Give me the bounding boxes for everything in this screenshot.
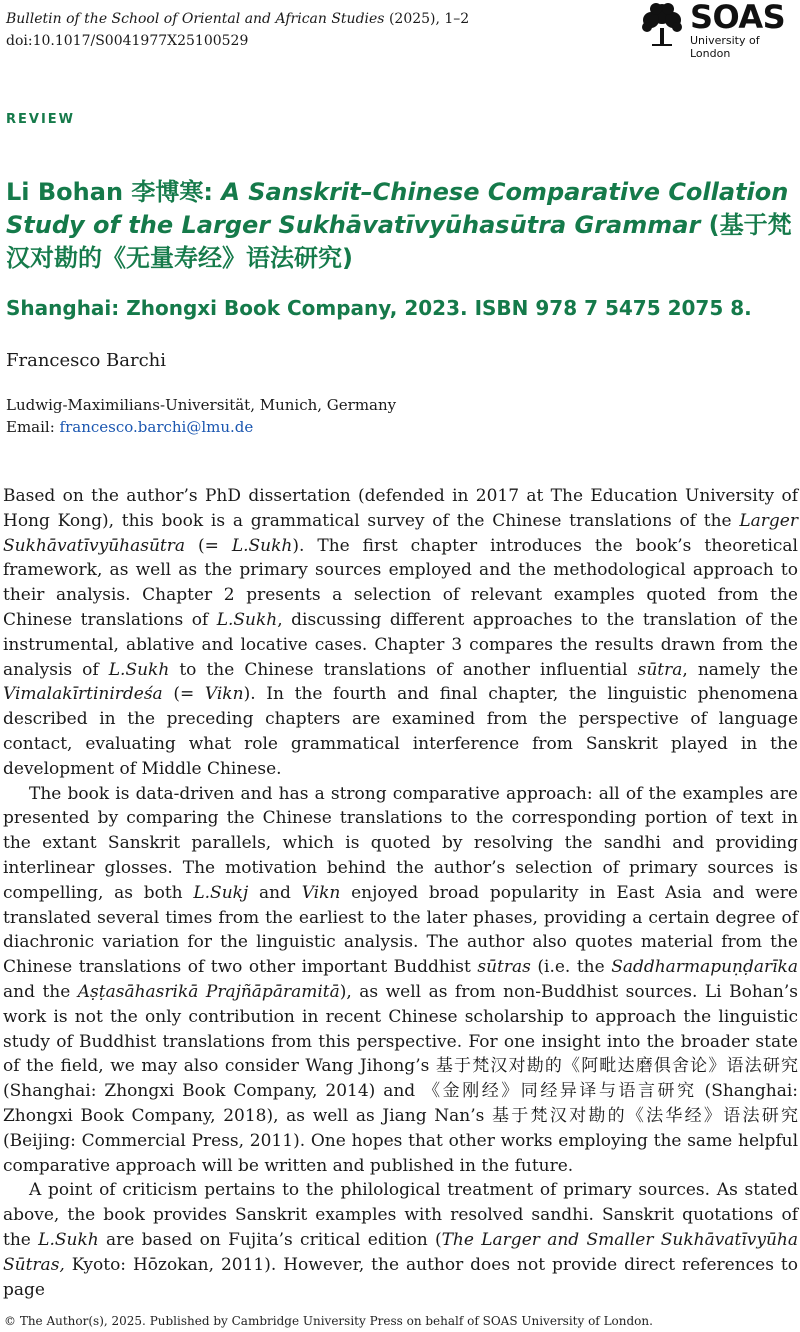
paragraph-2: The book is data-driven and has a strong comparative approach: all of the examples are presented by comparing the Chinese translations to the corresponding portion of text in the extant Sanskrit parallels, which is quoted by resolving the sandhi and providing interlinear glosses. The motivation behind the author’s selection of primary sources is compelling, as both L.Sukj and Vikn enjoyed broad popularity in East Asia and were translated several times from the earliest to the later phases, providing a certain degree of diachronic variation for the linguistic analysis. The author also quotes material from the Chinese translations of two other important Buddhist sūtras (i.e. the Saddharmapuṇḍarīka and the Aṣṭasāhasrikā Prajñāpāramitā), as well as from non-Buddhist sources. Li Bohan’s work is not the only contribution in recent Chinese scholarship to approach the linguistic study of Buddhist translations from this perspective. For one insight into the broader state of the field, we may also consider Wang Jihong’s 基于梵汉对勘的《阿毗达磨俱舍论》语法研究 (Shanghai: Zhongxi Book Company, 2014) and 《金刚经》同经异译与语言研究 (Shanghai: Zhongxi Book Company, 2018), as well as Jiang Nan’s 基于梵汉对勘的《法华经》语法研究 (Beijing: Commercial Press, 2011). One hopes that other works employing the same helpful comparative approach will be written and published in the future.: [3, 783, 798, 1176]
reviewer-affiliation-block: [6, 394, 396, 438]
copyright-footer: © The Author(s), 2025. Published by Cambridge University Press on behalf of SOAS University of London.: [4, 1314, 653, 1328]
soas-logo: [638, 0, 798, 60]
publication-info: Shanghai: Zhongxi Book Company, 2023. ISBN 978 7 5475 2075 8.: [6, 296, 752, 320]
doi: doi:10.1017/S0041977X25100529: [6, 33, 249, 49]
email-link[interactable]: francesco.barchi@lmu.de: [59, 418, 254, 436]
journal-header: [6, 8, 469, 52]
paragraph-3: A point of criticism pertains to the philological treatment of primary sources. As stated above, the book provides Sanskrit examples with resolved sandhi. Sanskrit quotations of the L.Sukh are based on Fujita’s critical edition (The Larger and Smaller Sukhāvatīvyūha Sūtras, Kyoto: Hōzokan, 2011). However, the author does not provide direct references to page: [3, 1180, 798, 1300]
journal-citation: Bulletin of the School of Oriental and African Studies (2025), 1–2: [6, 11, 470, 27]
chinese-title: (基于梵汉对勘的《无量寿经》语法研究): [6, 211, 792, 272]
paragraph-1: Based on the author’s PhD dissertation (defended in 2017 at The Education University of Hong Kong), this book is a grammatical survey of the Chinese translations of the Larger Sukhāvatīvyūhasūtra (= L.Sukh). The first chapter introduces the book’s theoretical framework, as well as the primary sources employed and the methodological approach to their analysis. Chapter 2 presents a selection of relevant examples quoted from the Chinese translations of L.Sukh, discussing different approaches to the translation of the instrumental, ablative and locative cases. Chapter 3 compares the results drawn from the analysis of L.Sukh to the Chinese translations of another influential sūtra, namely the Vimalakīrtinirdeśa (= Vikn). In the fourth and final chapter, the linguistic phenomena described in the preceding chapters are examined from the perspective of language contact, evaluating what role grammatical interference from Sanskrit played in the development of Middle Chinese.: [3, 486, 799, 779]
email-line: [6, 416, 396, 438]
review-title: [6, 176, 796, 275]
reviewer-name: Francesco Barchi: [6, 350, 167, 371]
book-title: A Sanskrit–Chinese Comparative Collation Study of the Larger Sukhāvatīvyūhasūtra Grammar: [6, 178, 789, 239]
logo-subtitle: University of London: [690, 34, 760, 60]
logo-wordmark: SOAS: [690, 0, 786, 36]
book-author: Li Bohan 李博寒:: [6, 178, 222, 206]
email-label: Email:: [6, 418, 60, 436]
tree-icon: [638, 0, 686, 48]
affiliation: Ludwig-Maximilians-Universität, Munich, Germany: [6, 396, 397, 414]
article-type: REVIEW: [6, 112, 76, 127]
review-body: [3, 484, 798, 1302]
